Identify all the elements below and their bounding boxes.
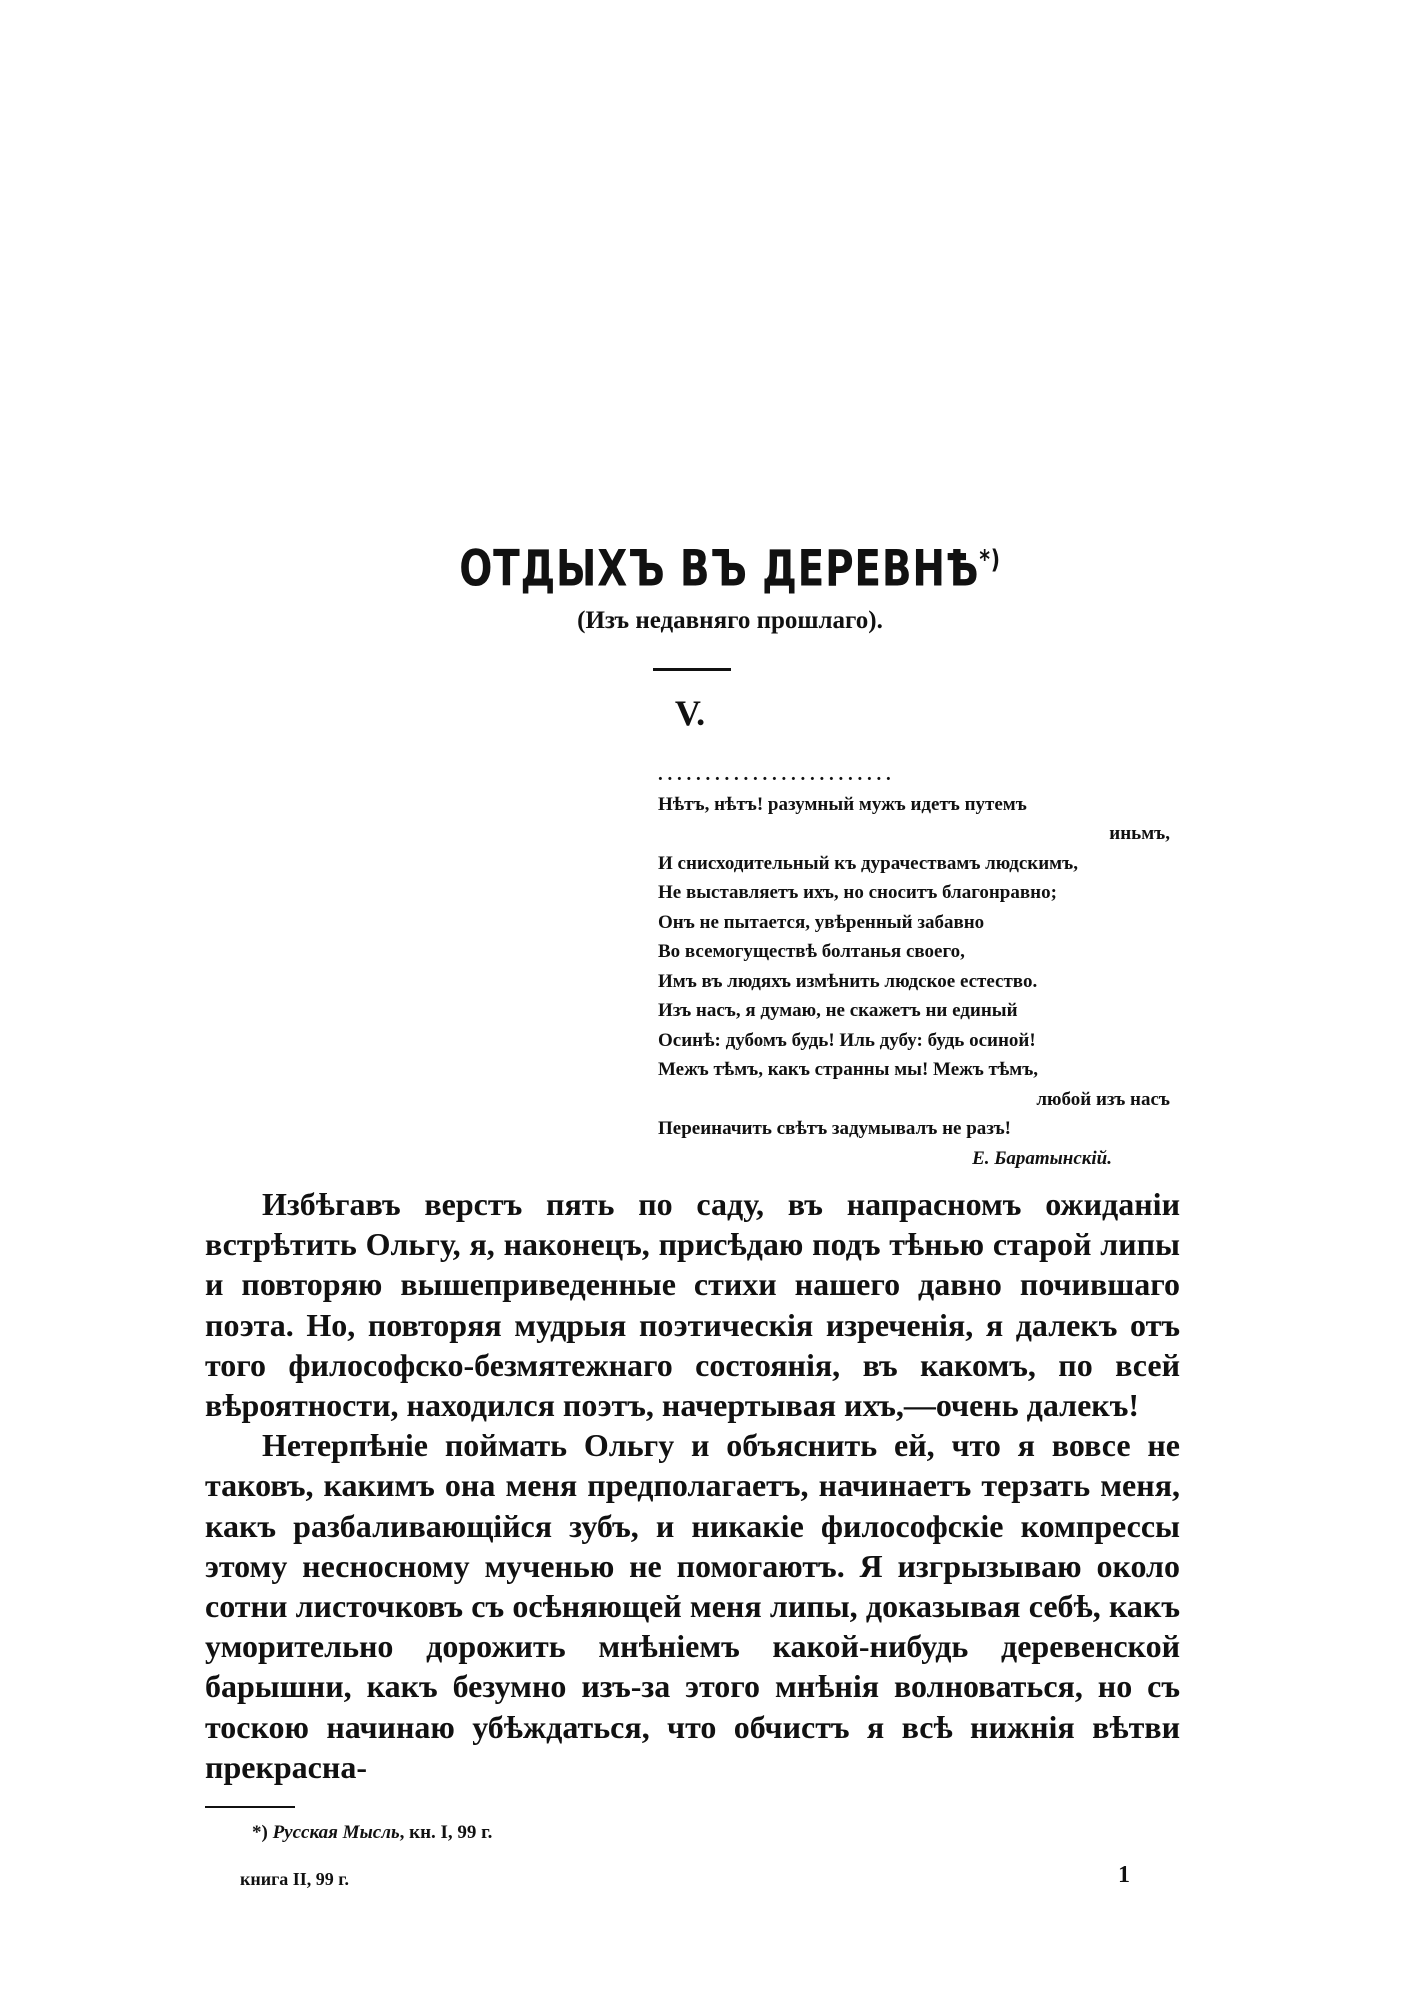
footnote-divider (205, 1806, 295, 1808)
footnote-source: Русская Мысль (272, 1822, 400, 1843)
footnote-details: , кн. I, 99 г. (399, 1822, 493, 1843)
page-number: 1 (1118, 1862, 1130, 1888)
epigraph-line: Изъ насъ, я думаю, не скажетъ ни единый (658, 1000, 1018, 1021)
epigraph-line: Онъ не пытается, увѣренный забавно (658, 911, 985, 933)
paragraph: Избѣгавъ верстъ пять по саду, въ напрасномъ ожиданіи встрѣтить Ольгу, я, наконецъ, присѣдаю подъ тѣнью старой липы и повторяю вышеприведенные стихи нашего давно почившаго поэта. Но, повторяя мудрыя поэтическія изреченія, я далекъ отъ того философско-безмятежнаго состоянія, въ какомъ, по всей вѣроятности, находился поэтъ, начертывая ихъ,—очень далекъ! (205, 1186, 1180, 1424)
epigraph-line: Не выставляетъ ихъ, но сноситъ благонравно; (658, 882, 1057, 903)
epigraph-line: Межъ тѣмъ, какъ странны мы! Межъ тѣмъ, (658, 1059, 1039, 1080)
epigraph-line: любой изъ насъ (1036, 1088, 1170, 1110)
epigraph-line: иньмъ, (1109, 823, 1170, 844)
paragraph: Нетерпѣніе поймать Ольгу и объяснить ей, что я вовсе не таковъ, какимъ она меня предполагаетъ, начинаетъ терзать меня, какъ разбаливающійся зубъ, и никакіе философскіе компрессы этому несносному мученью не помогаютъ. Я изгрызываю около сотни листочковъ съ осѣняющей меня липы, доказывая себѣ, какъ уморительно дорожить мнѣніемъ какой-нибудь деревенской барышни, какъ безумно изъ-за этого мнѣнія волноваться, но съ тоскою начинаю убѣждаться, что обчистъ я всѣ нижнія вѣтви прекрасна- (205, 1427, 1180, 1785)
subtitle: (Изъ недавняго прошлаго). (577, 607, 883, 634)
title-footnote-mark: *) (979, 545, 1001, 575)
title-text: ОТДЫХЪ ВЪ ДЕРЕВНѢ (459, 539, 980, 598)
footnote-mark: *) (252, 1822, 268, 1843)
epigraph-line: Осинѣ: дубомъ будь! Иль дубу: будь осиной! (658, 1029, 1036, 1051)
epigraph-line: Переиначить свѣтъ задумывалъ не разъ! (658, 1118, 1011, 1139)
chapter-title (418, 528, 1042, 601)
footnote (252, 1818, 492, 1848)
epigraph-author: Е. Баратынскій. (972, 1147, 1112, 1169)
chapter-number: V. (674, 693, 706, 733)
epigraph (658, 760, 1190, 1173)
epigraph-line: Имъ въ людяхъ измѣнить людское естество. (658, 970, 1038, 992)
epigraph-line: И снисходительный къ дурачествамъ людскимъ, (658, 852, 1078, 874)
title-divider (653, 668, 731, 671)
body-text (205, 1184, 1180, 1787)
epigraph-line: Во всемогуществѣ болтанья своего, (658, 941, 965, 962)
epigraph-ellipsis: . . . . . . . . . . . . . . . . . . . . . . . . . (658, 764, 891, 785)
printer-signature: книга II, 99 г. (240, 1869, 349, 1889)
epigraph-line: Нѣтъ, нѣтъ! разумный мужъ идетъ путемъ (658, 793, 1027, 815)
